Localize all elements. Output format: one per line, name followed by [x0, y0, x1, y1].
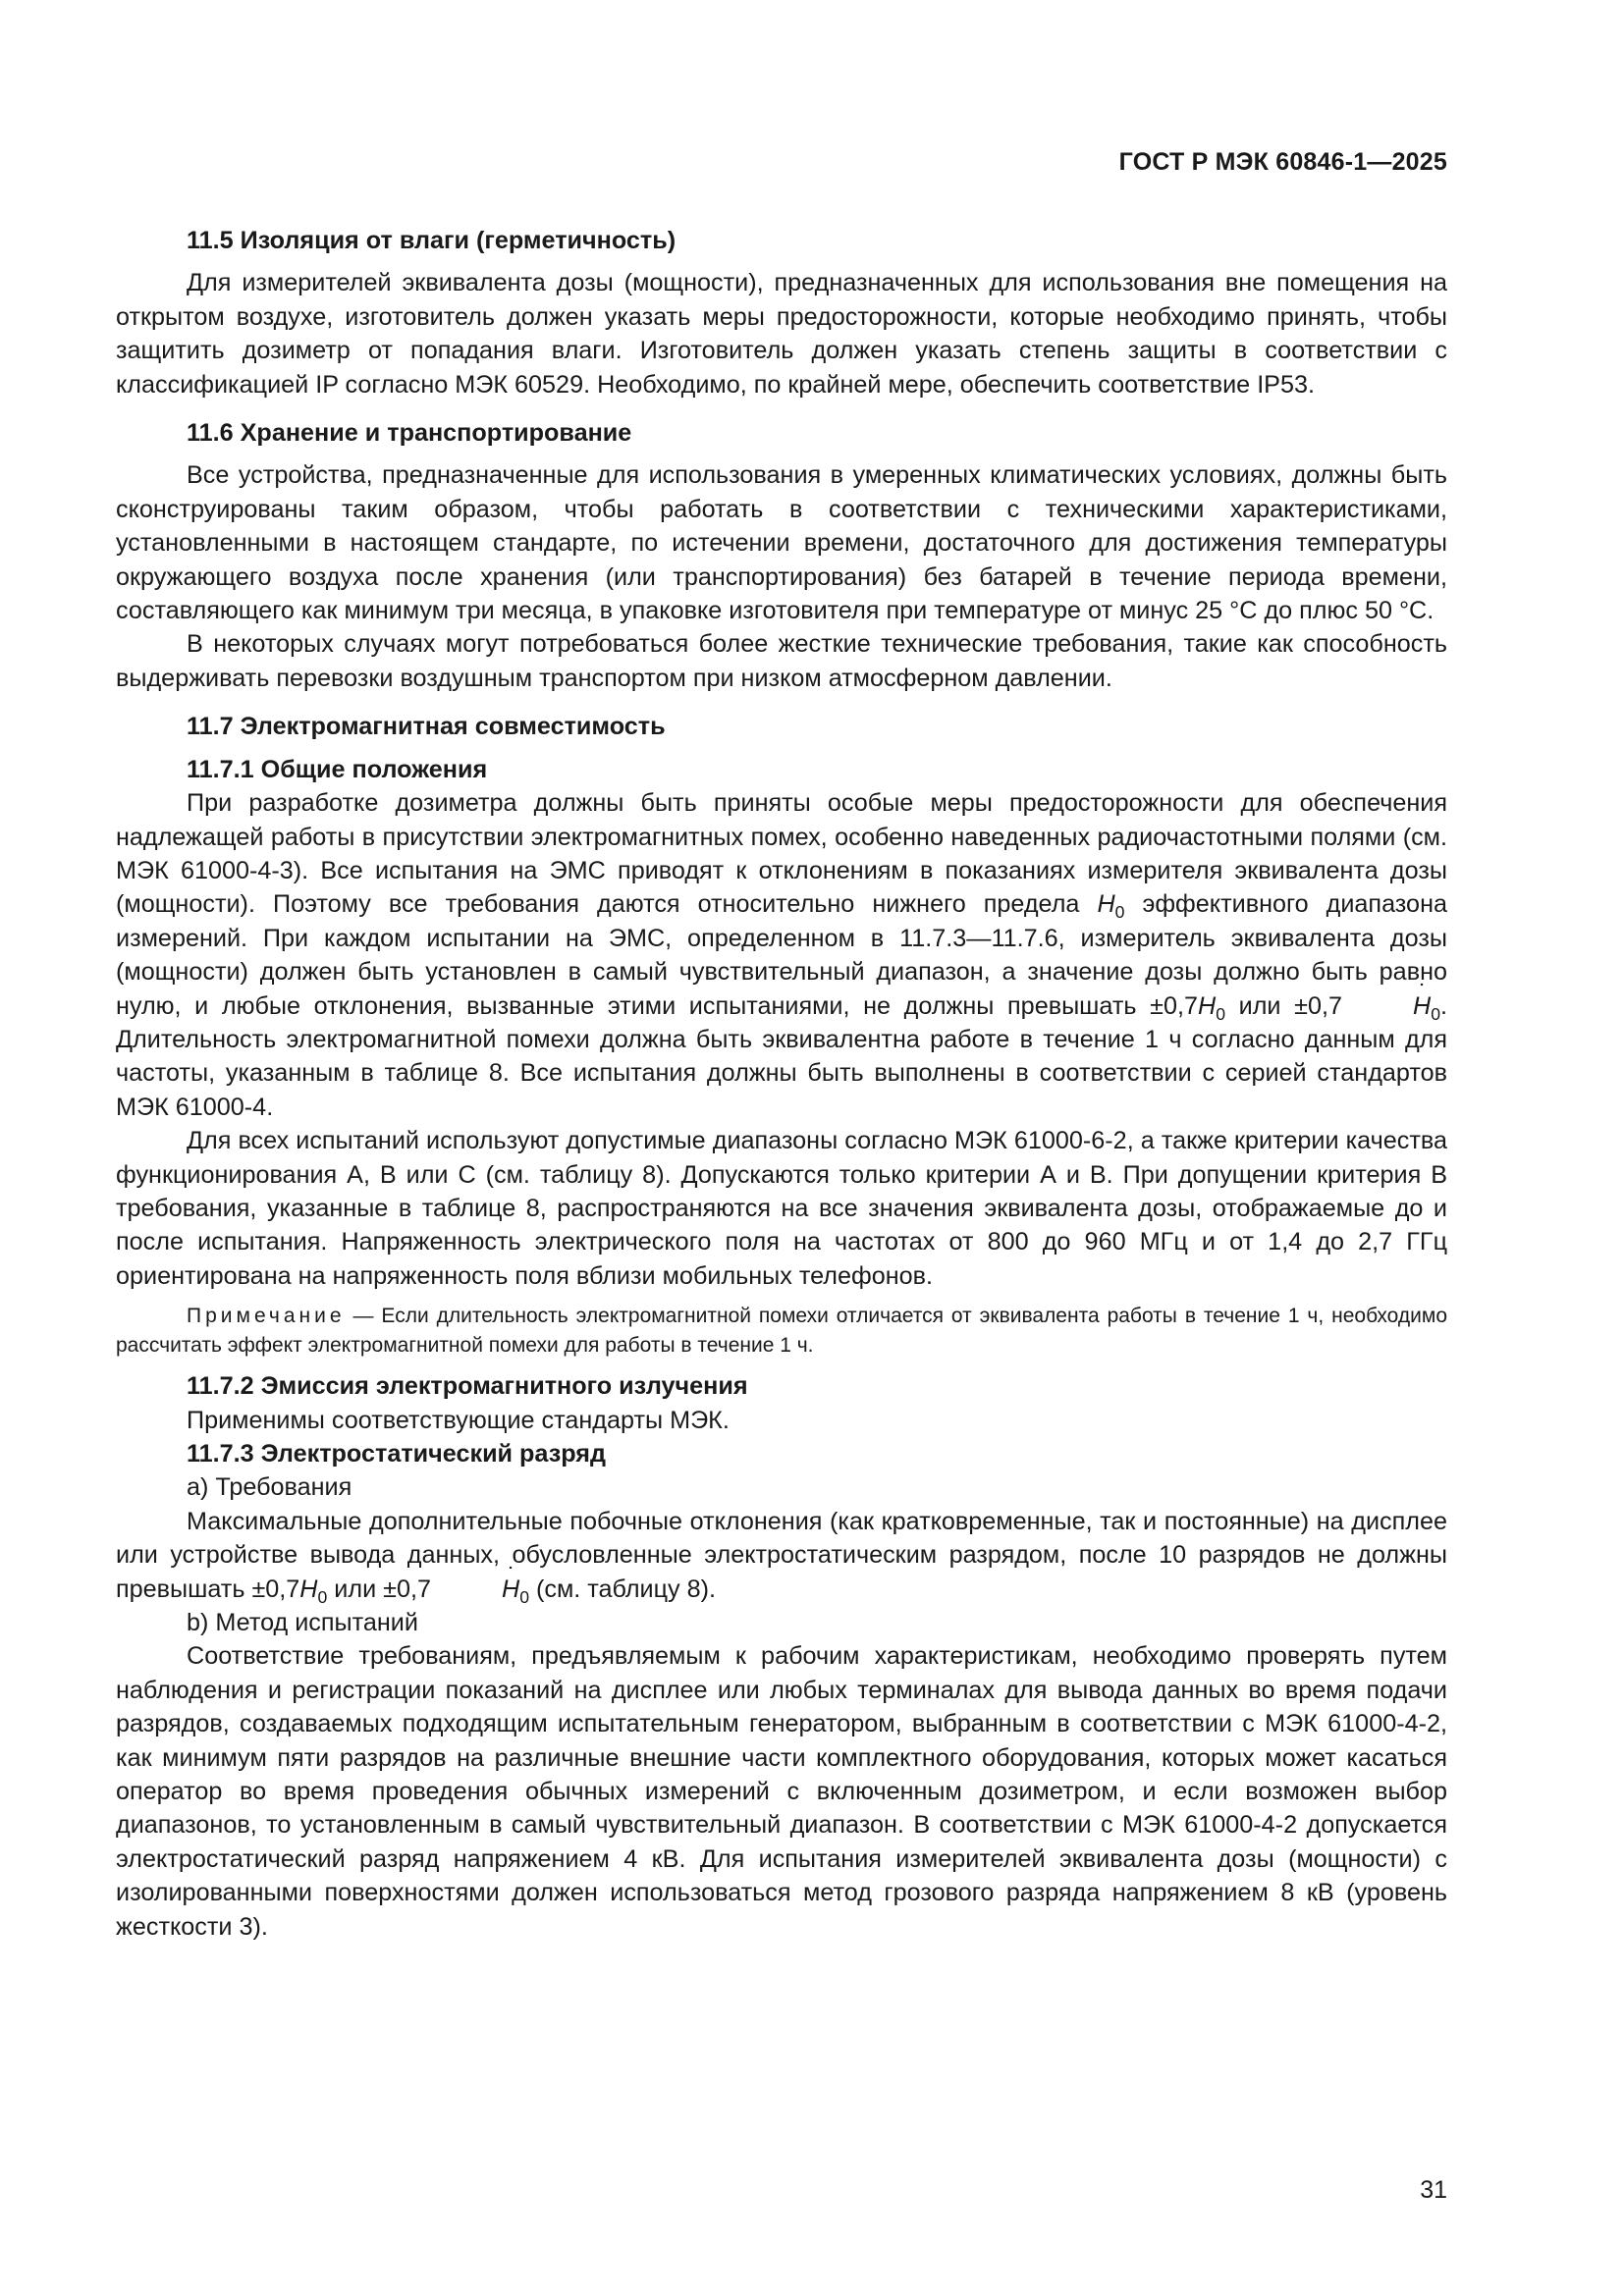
section-11-7-2-heading: 11.7.2 Эмиссия электромагнитного излучения	[187, 1372, 748, 1401]
section-11-5-heading: 11.5 Изоляция от влаги (герметичность)	[187, 227, 677, 254]
requirements-paragraph: Максимальные дополнительные побочные отклонения (как кратковременные, так и постоянные) на дисплее или устройстве вывода данных, обусловленные электростатическим разрядом, после 10 разрядов не должны превышать $\pm 0,7H_0$ или ±0,7 H $˙_0$ (см. таблицу 8).	[116, 1505, 1447, 1606]
section-11-6-paragraph-1: Все устройства, предназначенные для использования в умеренных климатических условиях, должны быть сконструированы таким образом, чтобы работать в соответствии с техническими характеристиками, установленными в настоящем стандарте, по истечении времени, достаточного для достижения температуры окружающего воздуха после хранения (или транспортирования) без батарей в течение периода времени, составляющего как минимум три месяца, в упаковке изготовителя при температуре от минус 25 °С до плюс 50 °С.	[116, 461, 1447, 625]
section-11-7-1-paragraph-2: Для всех испытаний используют допустимые диапазоны согласно МЭК 61000-6-2, а также критерии качества функционирования А, В или С (см. таблицу 8). Допускаются только критерии А и В. При допущении критерия В требования, указанные в таблице 8, распространяются на все значения эквивалента дозы, отображаемые до и после испытания. Напряженность электрического поля на частотах от 800 до 960 МГц и от 1,4 до 2,7 ГГц ориентирована на напряженность поля вблизи мобильных телефонов.	[116, 1127, 1447, 1290]
section-11-7-2-text: Применимы соответствующие стандарты МЭК.	[187, 1406, 730, 1434]
section-11-5-paragraph: Для измерителей эквивалента дозы (мощности), предназначенных для использования вне помещения на открытом воздухе, изготовитель должен указать меры предосторожности, которые необходимо принять, чтобы защитить дозиметр от попадания влаги. Изготовитель должен указать степень защиты в соответствии с классификацией IP согласно МЭК 60529. Необходимо, по крайней мере, обеспечить соответствие IP53.	[116, 269, 1447, 399]
note: Примечание — Если длительность электромагнитной помехи отличается от эквивалента работы в течение 1 ч, необходимо рассчитать эффект электромагнитной помехи для работы в течение 1 ч.	[116, 1305, 1447, 1358]
page-body	[116, 224, 1447, 1944]
section-11-7-1-paragraph-1: При разработке дозиметра должны быть приняты особые меры предосторожности для обеспечения надлежащей работы в присутствии электромагнитных помех, особенно наведенных радиочастотными полями (см. МЭК 61000-4-3). Все испытания на ЭМС приводят к отклонениям в показаниях измерителя эквивалента дозы (мощности). Поэтому все требования даются относительно нижнего предела $H_0$ эффективного диапазона измерений. При каждом испытании на ЭМС, определенном в 11.7.3—11.7.6, измеритель эквивалента дозы (мощности) должен быть установлен в самый чувствительный диапазон, а значение дозы должно быть равно нулю, и любые отклонения, вызванные этими испытаниями, не должны превышать $\pm 0,7H_0$ или ±0,7 H $˙_0$. Длительность электромагнитной помехи должна быть эквивалентна работе в течение 1 ч согласно данным для частоты, указанным в таблице 8. Все испытания должны быть выполнены в соответствии с серией стандартов МЭК 61000-4.	[116, 786, 1447, 1124]
document-header: ГОСТ Р МЭК 60846-1—2025	[1118, 148, 1447, 176]
section-11-6-paragraph-2: В некоторых случаях могут потребоваться более жесткие технические требования, такие как способность выдерживать перевозки воздушным транспортом при низком атмосферном давлении.	[116, 630, 1447, 692]
section-11-7-heading: 11.7 Электромагнитная совместимость	[187, 713, 666, 741]
section-11-7-1-heading: 11.7.1 Общие положения	[187, 755, 488, 783]
requirements-label: а) Требования	[187, 1473, 352, 1502]
section-11-6-heading: 11.6 Хранение и транспортирование	[187, 419, 632, 448]
section-11-7-3-heading: 11.7.3 Электростатический разряд	[187, 1440, 606, 1468]
test-method-paragraph: Соответствие требованиям, предъявляемым к рабочим характеристикам, необходимо проверять путем наблюдения и регистрации показаний на дисплее или любых терминалах для вывода данных во время подачи разрядов, создаваемых подходящим испытательным генератором, выбранным в соответствии с МЭК 61000-4-2, как минимум пяти разрядов на различные внешние части комплектного оборудования, которых может касаться оператор во время проведения обычных измерений с включенным дозиметром, и если возможен выбор диапазонов, то установленным в самый чувствительный диапазон. В соответствии с МЭК 61000-4-2 допускается электростатический разряд напряжением 4 кВ. Для испытания измерителей эквивалента дозы (мощности) с изолированными поверхностями должен использоваться метод грозового разряда напряжением 8 кВ (уровень жесткости 3).	[116, 1642, 1447, 1941]
page-number: 31	[1420, 2176, 1447, 2204]
test-method-label: b) Метод испытаний	[187, 1609, 418, 1637]
